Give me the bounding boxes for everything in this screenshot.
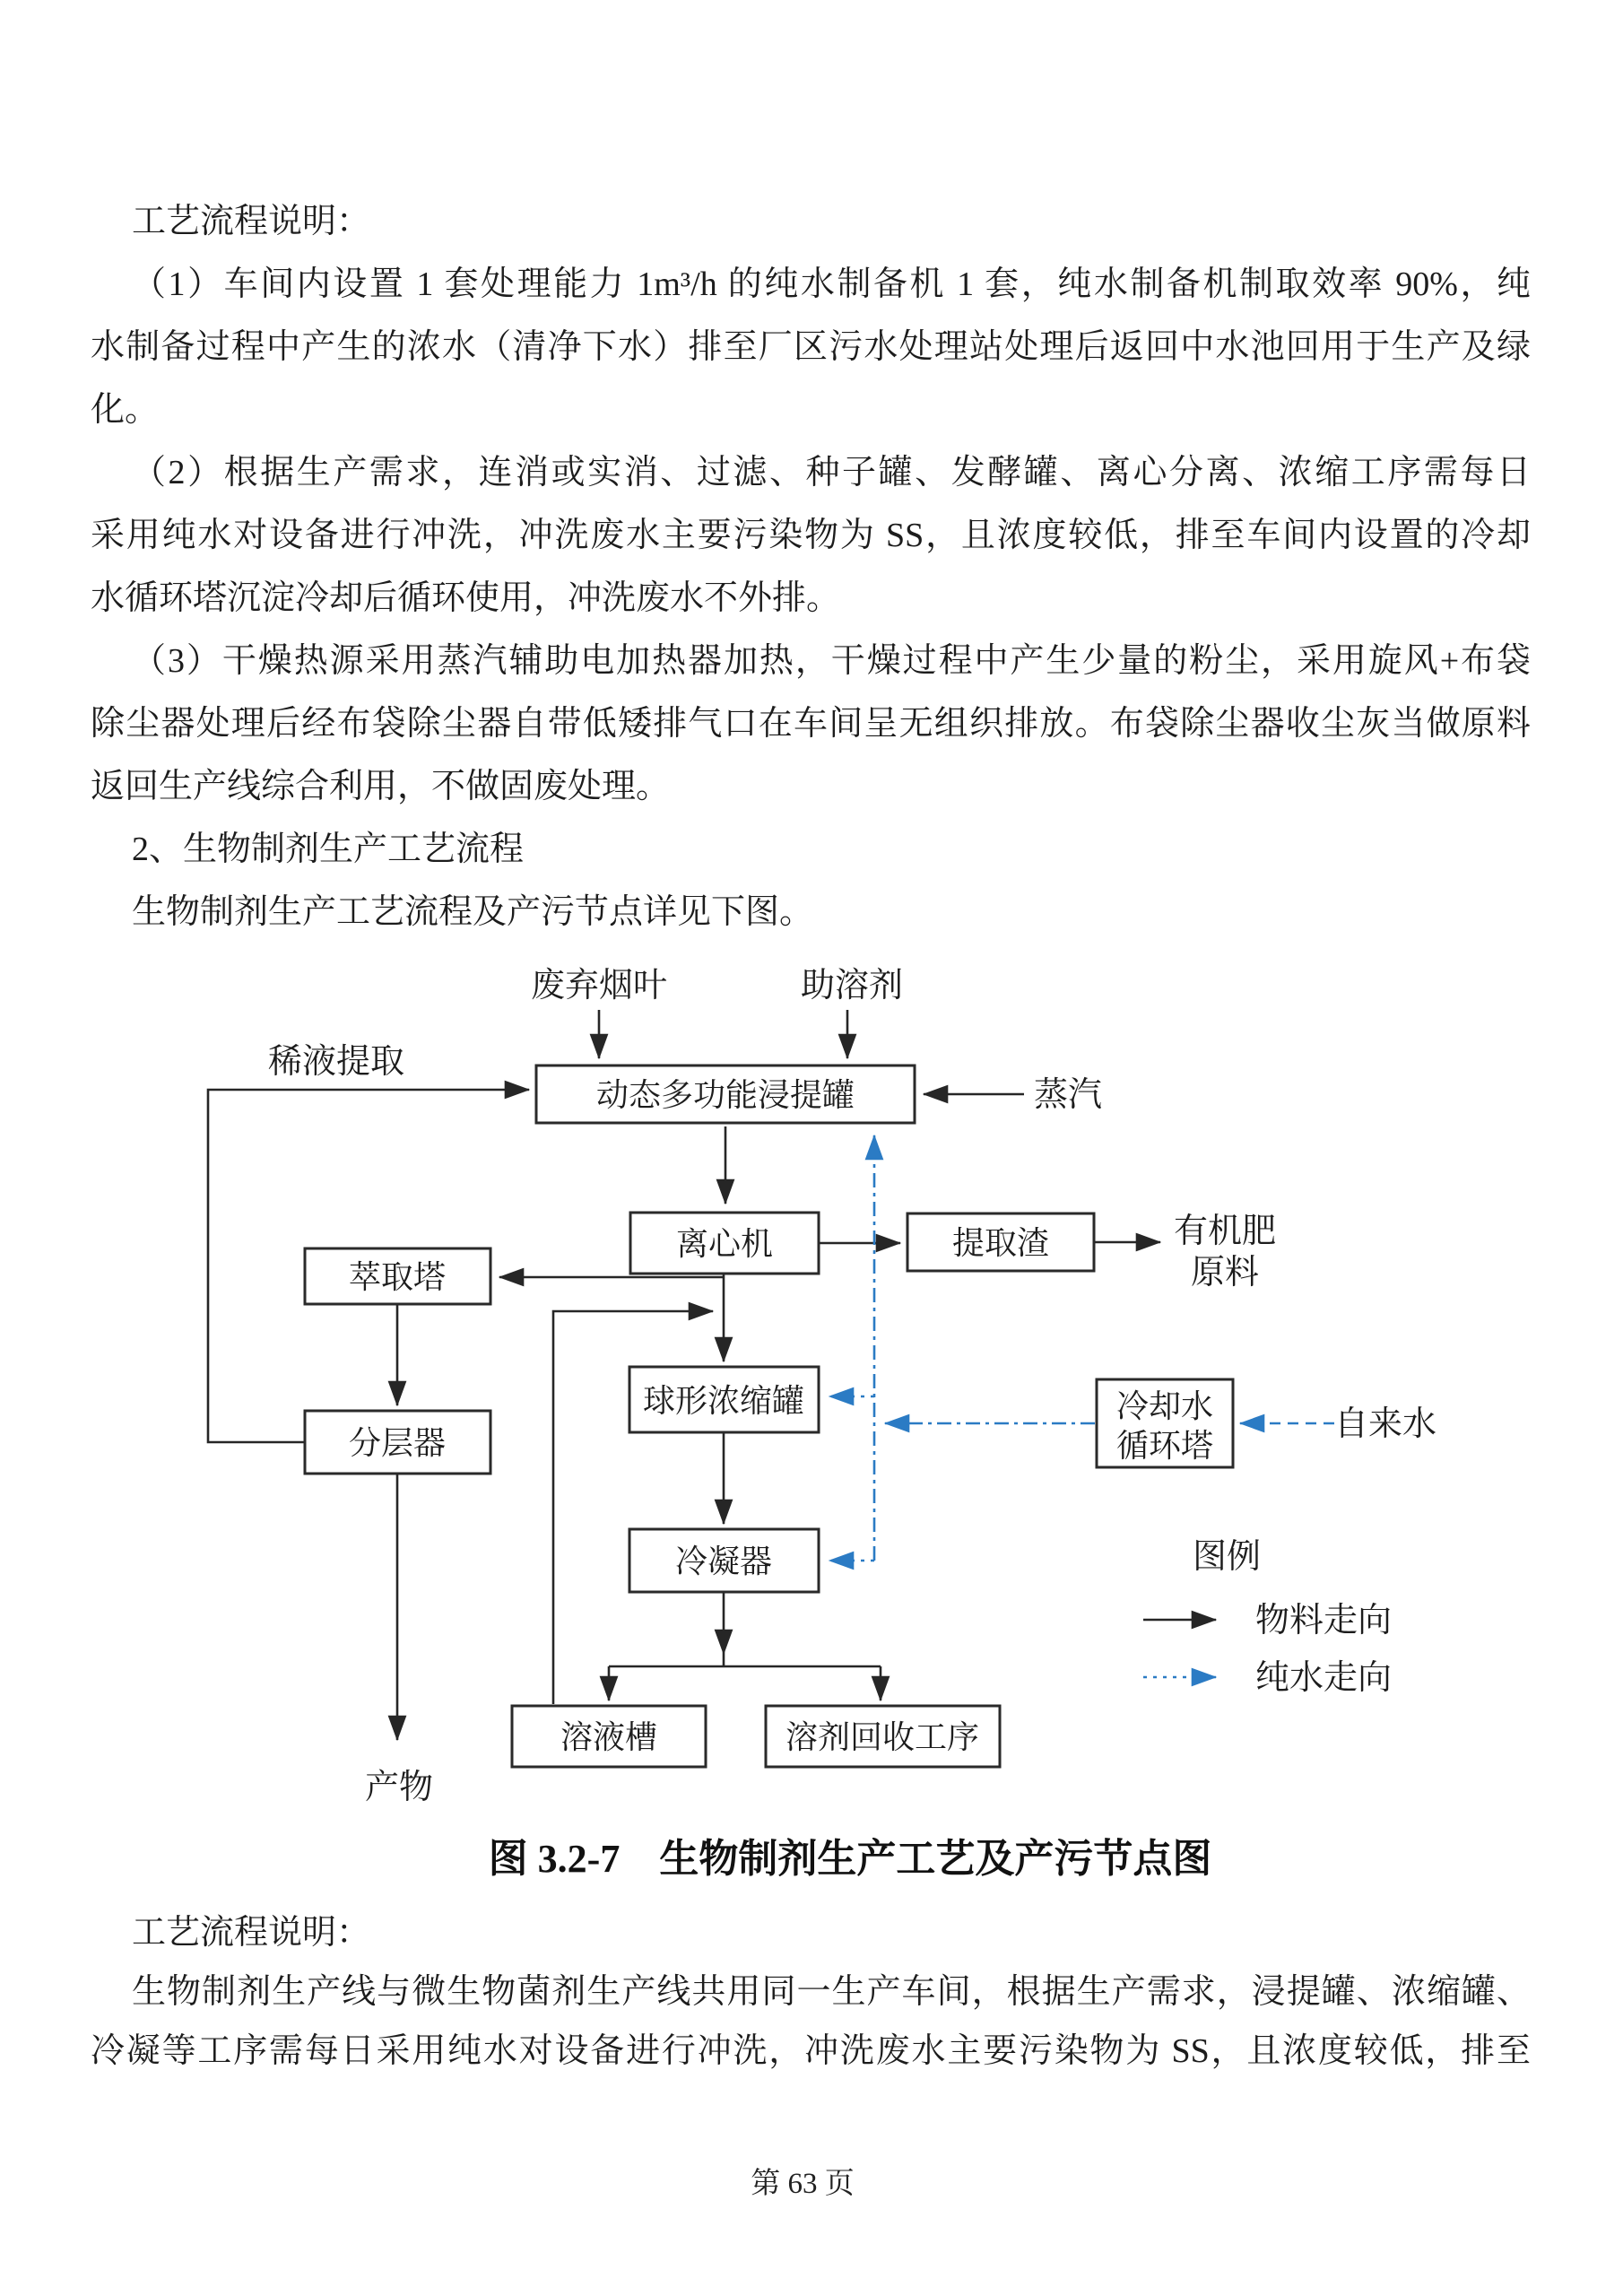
node-label: 循环塔 <box>1115 1428 1214 1464</box>
process-flow-diagram <box>0 942 1623 1839</box>
paragraph-line: 化。 <box>91 391 160 429</box>
paragraph-line: 水制备过程中产生的浓水（清净下水）排至厂区污水处理站处理后返回中水池回用于生产及绿 <box>91 328 1531 366</box>
label-product: 产物 <box>364 1769 434 1806</box>
paragraph-line: （1）车间内设置 1 套处理能力 1m³/h 的纯水制备机 1 套，纯水制备机制取效率 90%，纯 <box>132 265 1531 303</box>
node-separator <box>305 1411 490 1474</box>
paragraph-line: 返回生产线综合利用，不做固废处理。 <box>91 768 671 805</box>
node-label: 离心机 <box>675 1226 774 1262</box>
legend-pure-water-label: 纯水走向 <box>1255 1659 1393 1697</box>
node-extraction-tower <box>305 1248 490 1304</box>
node-label: 冷凝器 <box>674 1544 773 1579</box>
legend-material-label: 物料走向 <box>1255 1602 1393 1639</box>
paragraph-line: 水循环塔沉淀冷却后循环使用，冲洗废水不外排。 <box>91 579 841 617</box>
legend-title: 图例 <box>1192 1538 1262 1576</box>
label-waste-tobacco: 废弃烟叶 <box>530 967 668 1004</box>
page-number: 第 63 页 <box>751 2168 855 2200</box>
section-heading: 2、生物制剂生产工艺流程 <box>132 831 525 868</box>
paragraph-line: （2）根据生产需求，连消或实消、过滤、种子罐、发酵罐、离心分离、浓缩工序需每日 <box>132 454 1531 491</box>
node-label: 提取渣 <box>951 1225 1050 1261</box>
split-tee-line <box>609 1654 881 1666</box>
outro-heading: 工艺流程说明： <box>132 1914 371 1952</box>
node-extraction-tank <box>536 1065 915 1123</box>
node-solution-tank <box>512 1706 706 1767</box>
label-dilute-extract: 稀液提取 <box>267 1043 405 1081</box>
figure-caption: 图 3.2-7 生物制剂生产工艺及产污节点图 <box>488 1837 1212 1881</box>
node-label: 萃取塔 <box>348 1259 447 1295</box>
paragraph-line: （3）干燥热源采用蒸汽辅助电加热器加热，干燥过程中产生少量的粉尘，采用旋风+布袋 <box>132 642 1531 680</box>
label-cosolvent: 助溶剂 <box>800 967 904 1004</box>
node-label: 分层器 <box>348 1425 447 1461</box>
node-cooling-tower <box>1097 1379 1233 1467</box>
node-condenser <box>629 1529 819 1592</box>
label-tap-water: 自来水 <box>1333 1405 1437 1443</box>
node-label: 冷却水 <box>1115 1388 1214 1424</box>
node-centrifuge <box>630 1213 819 1274</box>
intro-heading: 工艺流程说明： <box>132 203 371 240</box>
node-label: 动态多功能浸提罐 <box>595 1077 855 1113</box>
paragraph-line: 冷凝等工序需每日采用纯水对设备进行冲洗，冲洗废水主要污染物为 SS，且浓度较低，排至 <box>91 2032 1531 2070</box>
paragraph-line: 采用纯水对设备进行冲洗，冲洗废水主要污染物为 SS，且浓度较低，排至车间内设置的冷却 <box>91 517 1531 554</box>
label-organic-fertilizer: 原料 <box>1190 1254 1260 1292</box>
node-spherical-concentrator <box>629 1367 819 1432</box>
label-organic-fertilizer: 有机肥 <box>1173 1213 1277 1250</box>
node-extract-residue <box>907 1213 1094 1271</box>
node-label: 溶剂回收工序 <box>785 1719 980 1755</box>
node-label: 球形浓缩罐 <box>642 1383 805 1419</box>
node-label: 溶液槽 <box>560 1719 658 1755</box>
diagram-legend <box>1143 1538 1392 1697</box>
paragraph-line: 生物制剂生产工艺流程及产污节点详见下图。 <box>132 893 814 931</box>
node-solvent-recovery <box>766 1706 1000 1767</box>
paragraph-line: 除尘器处理后经布袋除尘器自带低矮排气口在车间呈无组织排放。布袋除尘器收尘灰当做原料 <box>91 705 1531 743</box>
paragraph-line: 生物制剂生产线与微生物菌剂生产线共用同一生产车间，根据生产需求，浸提罐、浓缩罐、 <box>132 1973 1531 2011</box>
label-steam: 蒸汽 <box>1033 1076 1103 1114</box>
